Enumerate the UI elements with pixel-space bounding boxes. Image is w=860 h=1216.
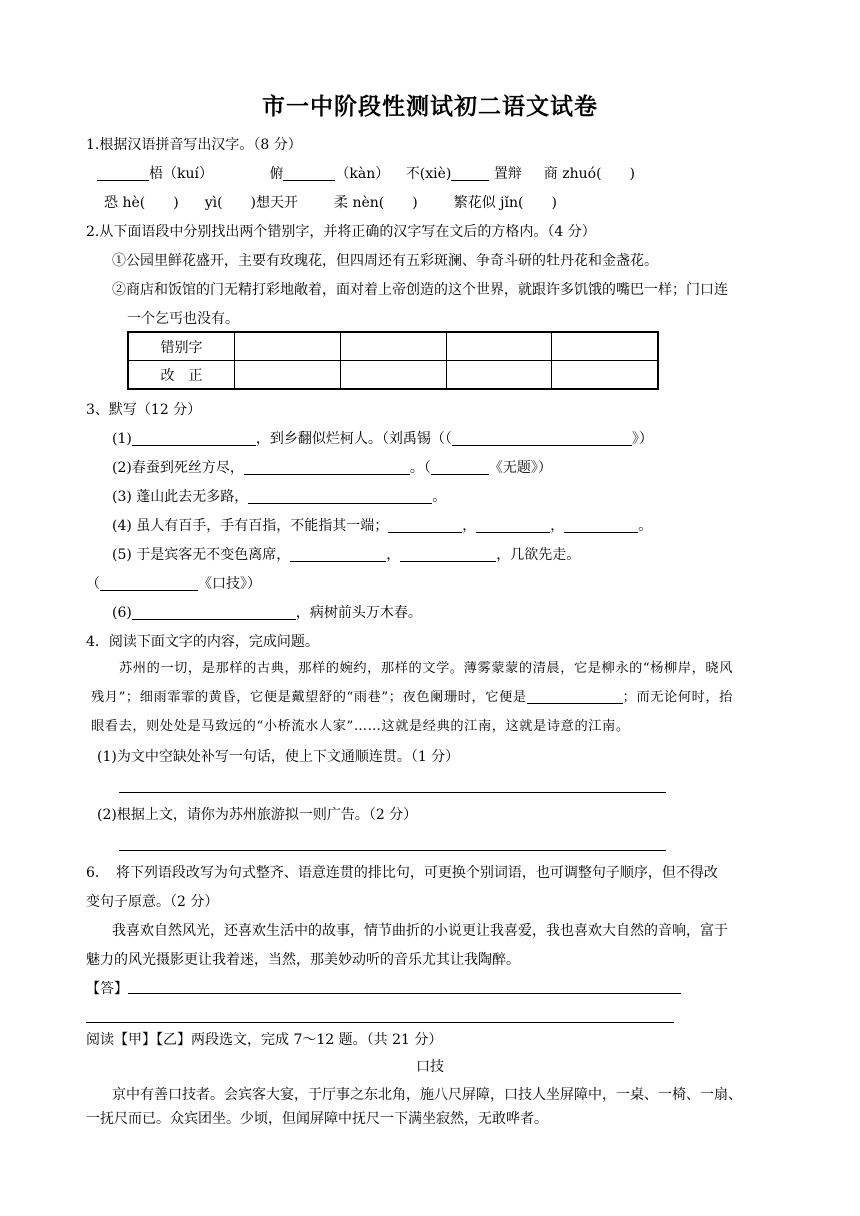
q1-row1: 梧（kuí） 俯 （kàn） 不(xiè) 置辩 商 zhuó( ) [97,164,635,184]
answer-line[interactable] [119,850,666,851]
q3-blank[interactable] [400,547,496,562]
answer-line[interactable] [86,1022,674,1023]
q3-line-1: (1) ，到乡翻似烂柯人。（刘禹锡（（ 》） [112,431,653,447]
reading-line-2: 一抚尺而已。众宾团坐。少顷，但闻屏障中抚尺一下满坐寂然，无敢哗者。 [86,1111,548,1127]
q4-passage-line-2: 残月”；细雨霏霏的黄昏，它便是戴望舒的“雨巷”；夜色阑珊时，它便是 ；而无论何时，抬 [91,690,733,705]
q6-passage-line-1: 我喜欢自然风光，还喜欢生活中的故事，情节曲折的小说更让我喜爱，我也喜欢大自然的音响，富于 [112,923,728,939]
table-cell[interactable] [340,361,446,390]
q4-sub-2: (2)根据上文，请你为苏州旅游拟一则广告。（2 分） [97,807,418,823]
table-cell[interactable] [446,361,552,390]
q3-line-6: (6) ，病树前头万木春。 [112,605,422,621]
table-cell[interactable] [340,332,446,361]
q1-item-2: 俯 [269,166,284,182]
table-cell[interactable] [552,332,658,361]
table-cell[interactable] [446,332,552,361]
answer-line[interactable] [119,792,666,793]
q1-item-4: 商 zhuó( ) [543,166,636,182]
q1-item-1: 梧（kuí） [149,166,213,182]
correction-table [127,331,659,390]
q3-line-3: (3) 蓬山此去无多路， 。 [112,489,447,505]
q1-item-6: yì( )想天开 [204,195,298,211]
q3-blank[interactable] [431,460,489,475]
q1-blank-2[interactable] [283,166,335,181]
q1-blank-1[interactable] [97,166,149,181]
q4-passage-blank[interactable] [527,689,623,704]
q3-blank[interactable] [248,489,432,504]
q1-item-5: 恐 hè( ) [104,195,179,211]
table-label-correct: 改 正 [128,361,235,390]
q6-answer-label: 【答】 [86,981,128,997]
q3-blank[interactable] [132,605,296,620]
table-label-wrong: 错别字 [128,332,235,361]
q3-blank[interactable] [564,518,638,533]
q1-header: 1.根据汉语拼音写出汉字。（8 分） [86,137,302,153]
q3-blank[interactable] [290,547,386,562]
q3-line-4: (4) 虽人有百手，手有百指，不能指其一端； ， ， 。 [112,518,653,534]
q1-item-8: 繁花似 jǐn( ) [453,195,557,211]
q3-blank[interactable] [132,431,256,446]
q2-sentence-1: ①公园里鲜花盛开，主要有玫瑰花，但四周还有五彩斑澜、争奇斗研的牡丹花和金盏花。 [112,253,658,269]
q2-sentence-2-cont: 一个乞丐也没有。 [127,311,239,327]
page-title: 市一中阶段性测试初二语文试卷 [262,94,598,120]
q1-item-7: 柔 nèn( ) [334,195,418,211]
table-cell[interactable] [235,332,341,361]
q3-header: 3、默写（12 分） [86,402,202,418]
q1-blank-3[interactable] [451,166,489,181]
q6-prompt-line-2: 变句子原意。（2 分） [86,894,219,910]
reading-intro: 阅读【甲】【乙】两段选文，完成 7～12 题。（共 21 分） [86,1032,443,1048]
q4-passage-line-3: 眼看去，则处处是马致远的“小桥流水人家”……这就是经典的江南，这就是诗意的江南。 [91,719,630,734]
q1-row2 [104,193,557,213]
q3-blank[interactable] [476,518,550,533]
q2-sentence-2: ②商店和饭馆的门无精打彩地敞着，面对着上帝创造的这个世界，就跟许多饥饿的嘴巴一样；门口连 [112,282,728,298]
q3-line-2: (2)春蚕到死丝方尽， 。（ 《无题》） [112,460,552,476]
q2-header: 2.从下面语段中分别找出两个错别字，并将正确的汉字写在文后的方格内。（4 分） [86,224,596,240]
q4-header: 4．阅读下面文字的内容，完成问题。 [86,634,319,650]
q1-item-3: 不(xiè) [405,166,452,182]
table-cell[interactable] [235,361,341,390]
q3-line-5-cont: （ 《口技》） [86,576,261,592]
answer-line[interactable] [128,993,681,994]
reading-line-1: 京中有善口技者。会宾客大宴，于厅事之东北角，施八尺屏障，口技人坐屏障中，一桌、一椅、一扇、 [112,1087,742,1103]
q3-blank[interactable] [244,460,410,475]
q3-blank[interactable] [452,431,632,446]
q6-passage-line-2: 魅力的风光摄影更让我着迷，当然，那美妙动听的音乐尤其让我陶醉。 [86,952,520,968]
q3-blank[interactable] [388,518,462,533]
q3-line-5: (5) 于是宾客无不变色离席， ， ，几欲先走。 [112,547,581,563]
q4-sub-1: (1)为文中空缺处补写一句话，使上下文通顺连贯。（1 分） [97,749,460,765]
q4-passage-line-1: 苏州的一切，是那样的古典，那样的婉约，那样的文学。薄雾蒙蒙的清晨，它是柳永的“杨柳岸，晓风 [119,661,733,676]
q3-blank[interactable] [100,576,198,591]
table-cell[interactable] [552,361,658,390]
q6-prompt-line-1: 6． 将下列语段改写为句式整齐、语意连贯的排比句，可更换个别词语，也可调整句子顺序，但不得改 [86,865,718,881]
reading-title: 口技 [416,1059,444,1075]
